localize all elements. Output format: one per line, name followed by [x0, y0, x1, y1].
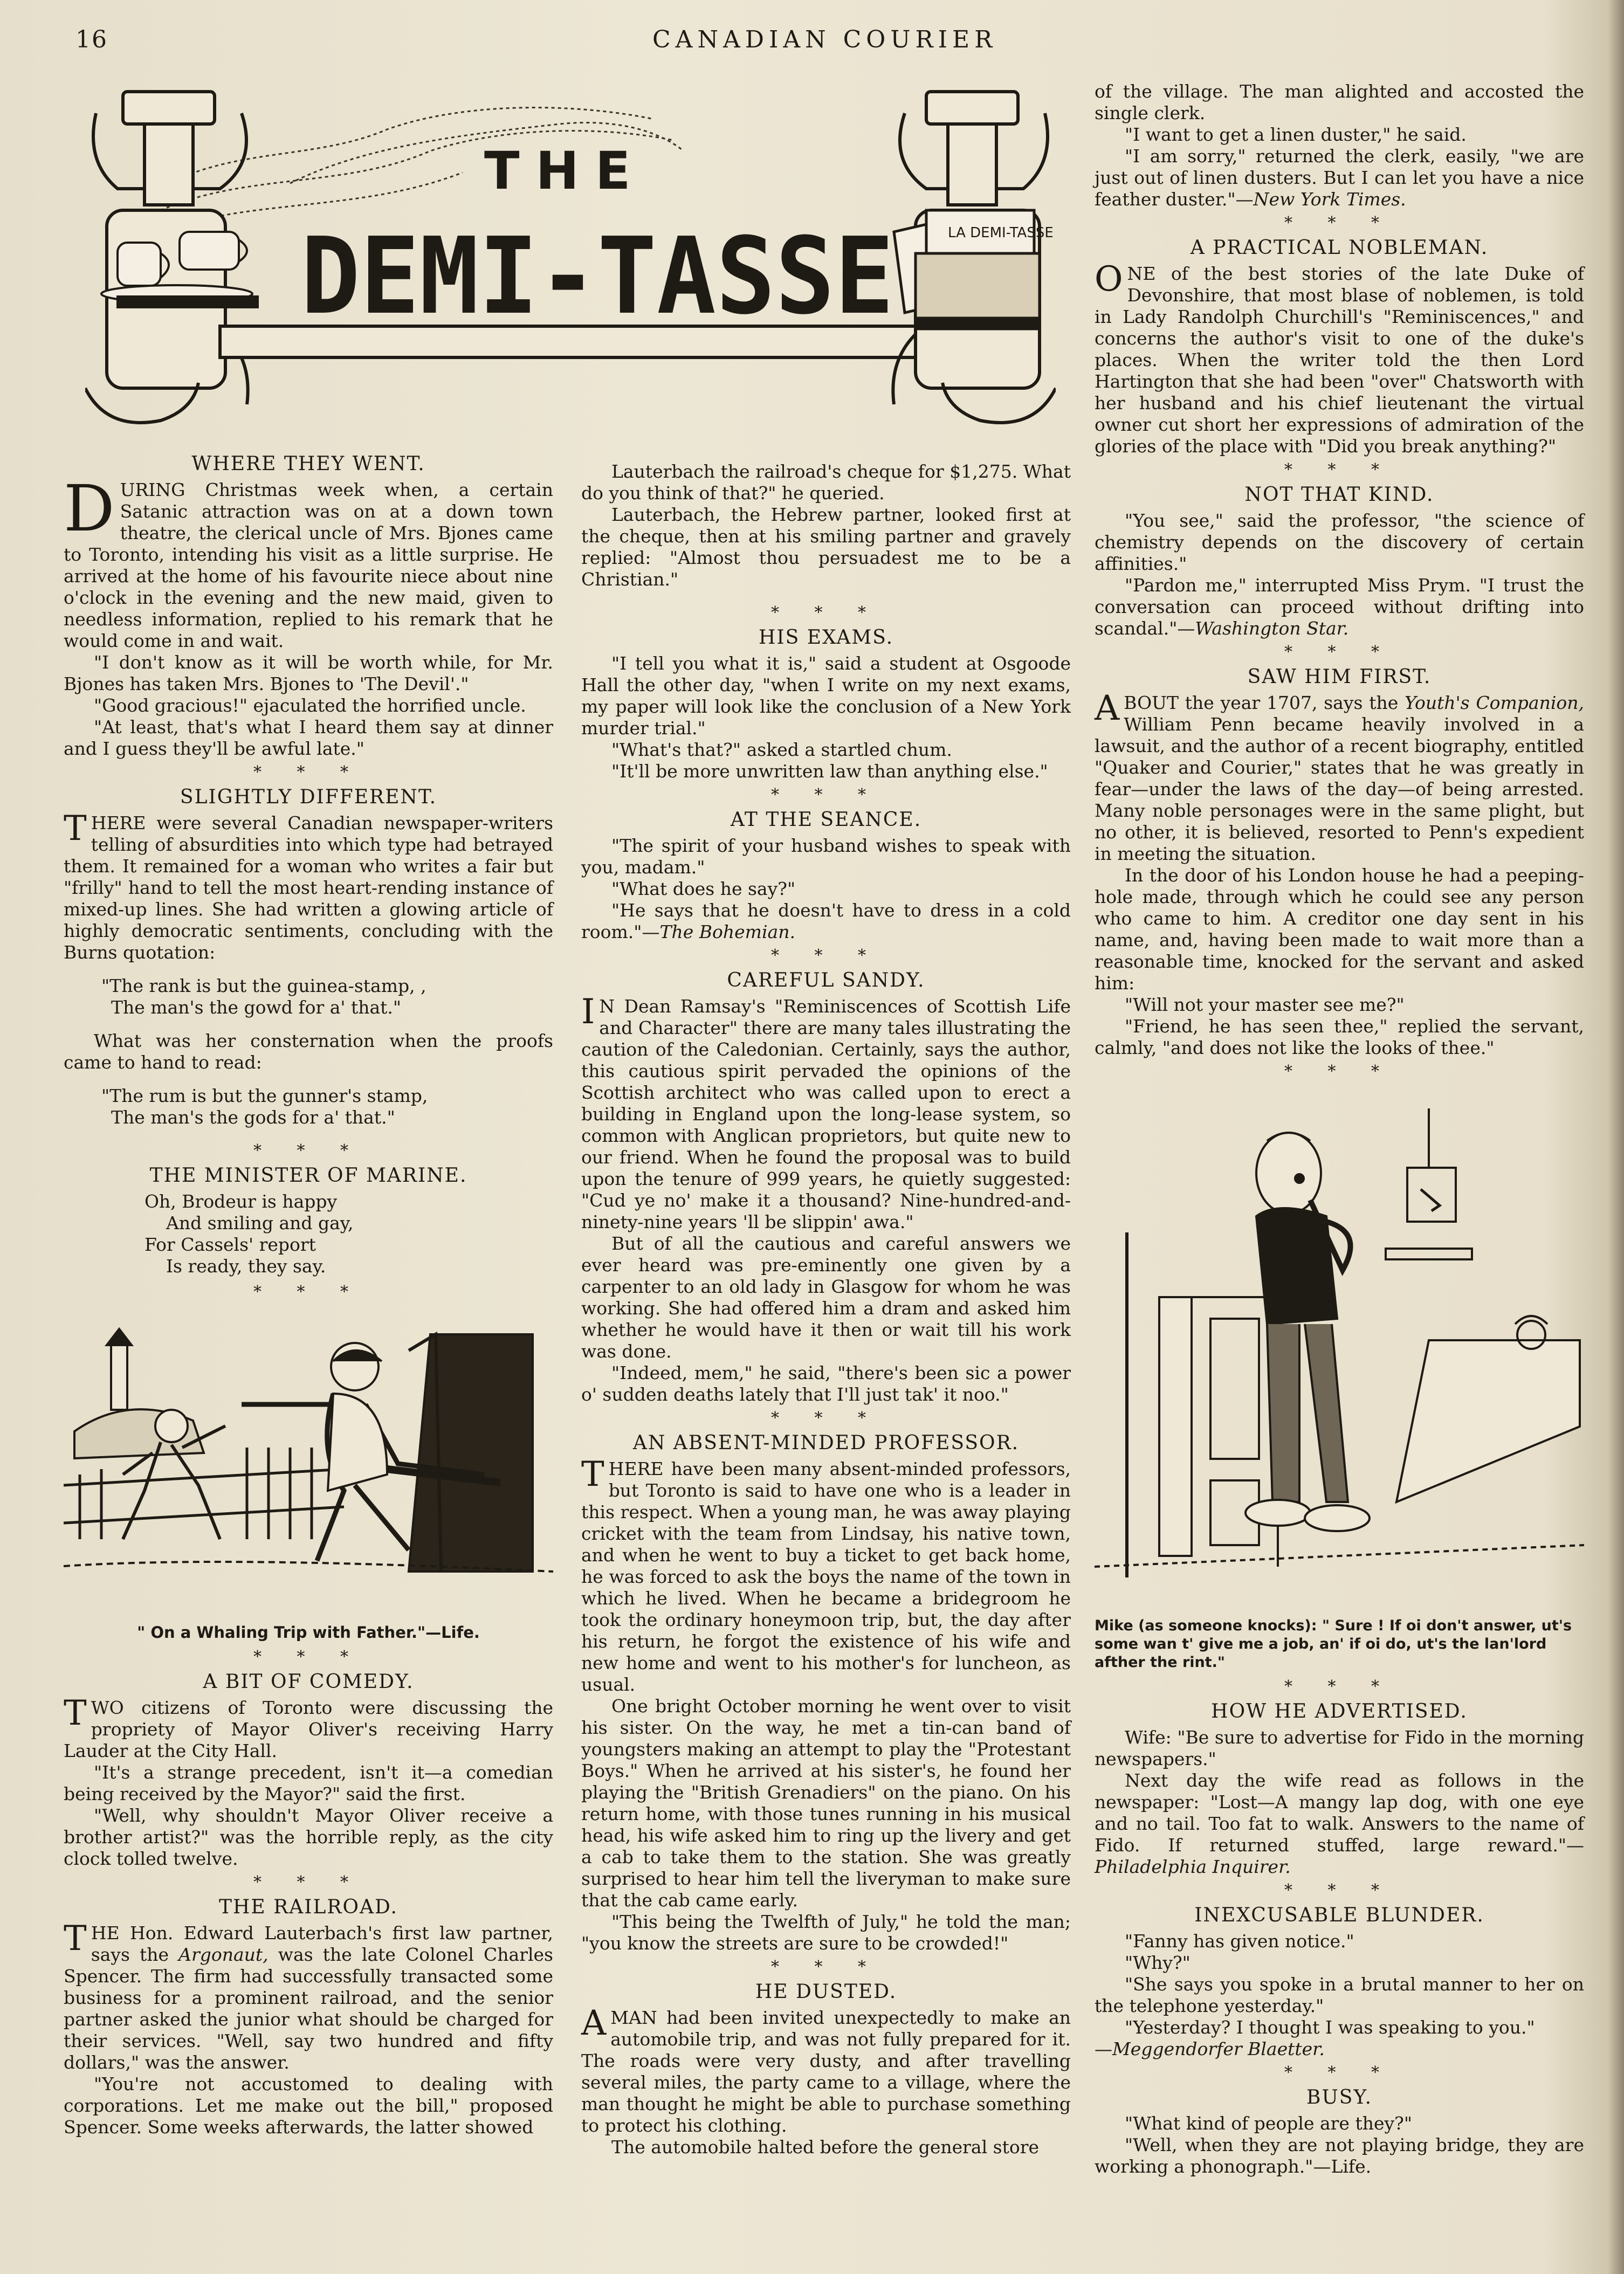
drop-cap: O	[1095, 259, 1123, 299]
section-heading: THE RAILROAD.	[219, 1896, 398, 1918]
article-paragraph: "I am sorry," returned the clerk, easily, "we are just out of linen dusters. But I can let you have a nice feather duster."—New York Times.	[1095, 146, 1584, 210]
section-heading: CAREFUL SANDY.	[727, 969, 925, 991]
article-paragraph: "This being the Twelfth of July," he told the man; "you know the streets are sure to be crowded!"	[581, 1911, 1071, 1954]
article-paragraph: "You see," said the professor, "the science of chemistry depends on the discovery of certain affinities."	[1095, 510, 1584, 574]
banner-title-main: DEMI-TASSE	[301, 215, 894, 338]
article-paragraph: "Good gracious!" ejaculated the horrified uncle.	[94, 695, 526, 716]
drop-cap: A	[581, 2003, 607, 2043]
article-paragraph: "I want to get a linen duster," he said.	[1125, 124, 1467, 145]
article-paragraph: Wife: "Be sure to advertise for Fido in the morning newspapers."	[1095, 1727, 1584, 1769]
article-paragraph: THERE were several Canadian newspaper-writers telling of absurdities into which type had betrayed them. It remained for a woman who writes a fair but "frilly" hand to tell the most heart-rending instance of mixed-up lines. She had written a glowing article of highly democratic sentiments, concluding with the Burns quotation:	[64, 809, 553, 963]
article-paragraph: "What's that?" asked a startled chum.	[611, 739, 952, 760]
drop-cap: D	[64, 471, 115, 546]
section-heading: AT THE SEANCE.	[730, 809, 922, 831]
section-divider: * * *	[1284, 213, 1395, 232]
article-paragraph: TWO citizens of Toronto were discussing the propriety of Mayor Oliver's receiving Harry Lauder at the City Hall.	[64, 1693, 553, 1761]
verse-quote: "The rum is but the gunner's stamp, The man's the gods for a' that."	[101, 1085, 428, 1128]
article-paragraph: "Yesterday? I thought I was speaking to you."	[1125, 2017, 1535, 2038]
article-paragraph: THE Hon. Edward Lauterbach's first law partner, says the Argonaut, was the late Colonel Charles Spencer. The firm had successfully transacted some business for a prominent railroad, and the senior partner asked the junior what should be charged for their services. "Well, say two hundred and fifty dollars," was the answer.	[64, 1919, 553, 2073]
section-divider: * * *	[253, 1873, 364, 1892]
running-head: CANADIAN COURIER	[652, 26, 997, 53]
article-paragraph: The automobile halted before the general store	[611, 2137, 1039, 2158]
drop-cap: T	[64, 1919, 87, 1959]
column-1	[64, 450, 553, 2138]
article-paragraph: Lauterbach, the Hebrew partner, looked first at the cheque, then at his smiling partner and gravely replied: "Almost thou persuadest me to be a Christian."	[581, 504, 1071, 590]
mike-cartoon	[1095, 1092, 1584, 1672]
section-heading: WHERE THEY WENT.	[191, 453, 425, 475]
section-divider: * * *	[1284, 643, 1395, 661]
section-heading: SLIGHTLY DIFFERENT.	[180, 786, 437, 808]
article-paragraph: DURING Christmas week when, a certain Satanic attraction was on at a down town theatre, the clerical uncle of Mrs. Bjones came to Toronto, intending his visit as a little surprise. He arrived at the home of his favourite niece about nine o'clock in the evening and the new maid, given to needless information, replied to his remark that he would come in and wait.	[64, 471, 553, 651]
whaling-cartoon	[64, 1313, 553, 1643]
section-heading: HOW HE ADVERTISED.	[1211, 1700, 1468, 1722]
article-paragraph: "He says that he doesn't have to dress in a cold room."—The Bohemian.	[581, 900, 1071, 942]
section-heading: HE DUSTED.	[755, 1981, 897, 2003]
article-paragraph: One bright October morning he went over to visit his sister. On the way, he met a tin-can band of youngsters making an attempt to play the "Protestant Boys." When he arrived at his sister's, he found her playing the "British Grenadiers" on the piano. On his return home, with those tunes running in his musical head, his wife asked him to ring up the livery and get a cab to take them to the station. She was greatly surprised to hear him tell the liveryman to make sure that the cab came early.	[581, 1696, 1071, 1911]
section-heading: BUSY.	[1306, 2086, 1373, 2108]
drop-cap: T	[64, 809, 87, 849]
article-paragraph: But of all the cautious and careful answers we ever heard was pre-eminently one given by a carpenter to an old lady in Glasgow for whom he was working. She had offered him a dram and asked him whether he would have it then or wait till his work was done.	[581, 1233, 1071, 1362]
article-source: —Meggendorfer Blaetter.	[1095, 2038, 1325, 2059]
section-divider: * * *	[253, 763, 364, 782]
article-paragraph: THERE have been many absent-minded professors, but Toronto is said to have one who is a leader in this respect. When a young man, he was away playing cricket with the team from Lindsay, his native town, and when he went to buy a ticket to get back home, he was forced to ask the boys the name of the town in which he lived. When he became a bridegroom he took the ordinary honeymoon trip, but, the day after his return, he forgot the existence of his wife and new home and went to his mother's for luncheon, as usual.	[581, 1455, 1071, 1695]
article-paragraph: "Fanny has given notice."	[1125, 1931, 1354, 1952]
article-paragraph: "You're not accustomed to dealing with corporations. Let me make out the bill," proposed Spencer. Some weeks afterwards, the latter showed	[64, 2073, 553, 2138]
article-paragraph: ONE of the best stories of the late Duke of Devonshire, that most blase of noblemen, is told in Lady Randolph Churchill's "Reminiscences," and concerns the author's visit to one of the duke's places. When the writer told the then Lord Hartington that she had been "over" Chatsworth with her husband and his chief lieutenant the virtual owner cut short her expressions of admiration of the glories of the place with "Did you break anything?"	[1095, 259, 1584, 457]
page-spine-shadow	[1608, 0, 1624, 2274]
drop-cap: T	[581, 1455, 604, 1494]
article-paragraph: "Will not your master see me?"	[1125, 994, 1405, 1015]
section-divider: * * *	[253, 1283, 364, 1301]
section-divider: * * *	[1284, 2063, 1395, 2082]
article-paragraph: "She says you spoke in a brutal manner to her on the telephone yesterday."	[1095, 1974, 1584, 2016]
section-heading: A BIT OF COMEDY.	[203, 1671, 414, 1693]
cartoon-caption: " On a Whaling Trip with Father."—Life.	[137, 1623, 480, 1642]
article-paragraph: "I don't know as it will be worth while, for Mr. Bjones has taken Mrs. Bjones to 'The Devil'."	[64, 652, 553, 694]
article-paragraph: "It's a strange precedent, isn't it—a comedian being received by the Mayor?" said the first.	[64, 1762, 553, 1804]
section-divider: * * *	[1284, 1881, 1395, 1900]
section-divider: * * *	[770, 1409, 882, 1428]
section-heading: INEXCUSABLE BLUNDER.	[1194, 1904, 1484, 1926]
article-paragraph: ABOUT the year 1707, says the Youth's Companion, William Penn became heavily involved in a lawsuit, and the author of a recent biography, entitled "Quaker and Courier," states that he was greatly in fear—under the laws of the day—of being arrested. Many noble personages were in the same plight, but no other, it is believed, resorted to Penn's expedient in meeting the situation.	[1095, 688, 1584, 864]
column-2	[581, 461, 1071, 2158]
article-paragraph: What was her consternation when the proofs came to hand to read:	[64, 1030, 553, 1073]
poem: Oh, Brodeur is happy And smiling and gay, For Cassels' report Is ready, they say.	[144, 1191, 354, 1277]
section-heading: HIS EXAMS.	[758, 626, 894, 649]
article-paragraph: "The spirit of your husband wishes to speak with you, madam."	[581, 835, 1071, 878]
demi-tasse-banner	[85, 81, 1056, 437]
section-heading: A PRACTICAL NOBLEMAN.	[1190, 237, 1489, 259]
verse-quote: "The rank is but the guinea-stamp, , The man's the gowd for a' that."	[101, 975, 426, 1018]
section-divider: * * *	[1284, 460, 1395, 479]
section-divider: * * *	[770, 785, 882, 804]
column-3	[1095, 81, 1584, 2177]
article-paragraph: "At least, that's what I heard them say at dinner and I guess they'll be awful late."	[64, 716, 553, 759]
cartoon-caption: Mike (as someone knocks): " Sure ! If oi don't answer, ut's some wan t' give me a job, an' if oi do, ut's the lan'lord afther the rint."	[1095, 1617, 1572, 1671]
article-paragraph: of the village. The man alighted and accosted the single clerk.	[1095, 81, 1584, 123]
section-divider: * * *	[1284, 1677, 1395, 1696]
drop-cap: I	[581, 992, 595, 1032]
article-paragraph: "What does he say?"	[611, 878, 796, 899]
article-paragraph: "Pardon me," interrupted Miss Prym. "I trust the conversation can proceed without drifting into scandal."—Washington Star.	[1095, 575, 1584, 639]
article-paragraph: Lauterbach the railroad's cheque for $1,275. What do you think of that?" he queried.	[581, 461, 1071, 504]
article-paragraph: "Well, when they are not playing bridge, they are working a phonograph."—Life.	[1095, 2134, 1584, 2177]
article-paragraph: "I tell you what it is," said a student at Osgoode Hall the other day, "when I write on my next exams, my paper will look like the conclusion of a New York murder trial."	[581, 653, 1071, 739]
section-divider: * * *	[253, 1648, 364, 1666]
mike-cartoon-icon	[1095, 1092, 1584, 1610]
banner-artwork	[85, 81, 1056, 437]
section-divider: * * *	[770, 1958, 882, 1976]
article-paragraph: I N Dean Ramsay's "Reminiscences of Scottish Life and Character" there are many tales illustrating the caution of the Caledonian. Certainly, says the author, this cautious spirit pervaded the opinions of the Scottish architect who was called upon to erect a building in England upon the long-lease system, so common with Anglican proprietors, but quite new to our friend. When he found the proposal was to build upon the tenure of 999 years, he quietly suggested: "Cud ye no' make it a thousand? Nine-hundred-and-ninety-nine years 'll be slippin' awa."	[581, 992, 1071, 1232]
article-paragraph: "Well, why shouldn't Mayor Oliver receive a brother artist?" was the horrible reply, as the city clock tolled twelve.	[64, 1805, 553, 1869]
section-divider: * * *	[253, 1141, 364, 1160]
drop-cap: A	[1095, 688, 1120, 728]
article-paragraph: "It'll be more unwritten law than anything else."	[611, 761, 1048, 782]
article-paragraph: Next day the wife read as follows in the newspaper: "Lost—A mangy lap dog, with one eye and no tail. Too fat to walk. Answers to the name of Fido. If returned stuffed, large reward."—Philadelphia Inquirer.	[1095, 1770, 1584, 1877]
article-paragraph: "Friend, he has seen thee," replied the servant, calmly, "and does not like the looks of thee."	[1095, 1016, 1584, 1058]
article-paragraph: AMAN had been invited unexpectedly to make an automobile trip, and was not fully prepared for it. The roads were very dusty, and after travelling several miles, the party came to a village, where the man thought he might be able to purchase something to protect his clothing.	[581, 2003, 1071, 2136]
svg-text:LA DEMI-TASSE: LA DEMI-TASSE	[948, 225, 1054, 241]
section-divider: * * *	[1284, 1062, 1395, 1081]
whaling-cartoon-icon	[64, 1313, 553, 1615]
section-heading: NOT THAT KIND.	[1244, 484, 1434, 506]
section-heading: AN ABSENT-MINDED PROFESSOR.	[632, 1432, 1020, 1454]
section-heading: SAW HIM FIRST.	[1247, 666, 1432, 688]
section-heading: THE MINISTER OF MARINE.	[149, 1164, 467, 1187]
section-divider: * * *	[770, 603, 882, 622]
article-paragraph: "What kind of people are they?"	[1125, 2113, 1413, 2134]
drop-cap: T	[64, 1693, 87, 1733]
article-paragraph: "Indeed, mem," he said, "there's been sic a power o' sudden deaths lately that I'll just tak' it noo."	[581, 1362, 1071, 1405]
section-divider: * * *	[770, 946, 882, 965]
article-paragraph: In the door of his London house he had a peeping-hole made, through which he could see any person who came to him. A creditor one day sent in his name, and, having been made to wait more than a reasonable time, knocked for the servant and asked him:	[1095, 865, 1584, 994]
banner-title-the: THE	[484, 141, 647, 201]
article-paragraph: "Why?"	[1125, 1952, 1191, 1973]
page-number: 16	[75, 26, 108, 53]
cigar-box-icon	[894, 210, 1054, 329]
